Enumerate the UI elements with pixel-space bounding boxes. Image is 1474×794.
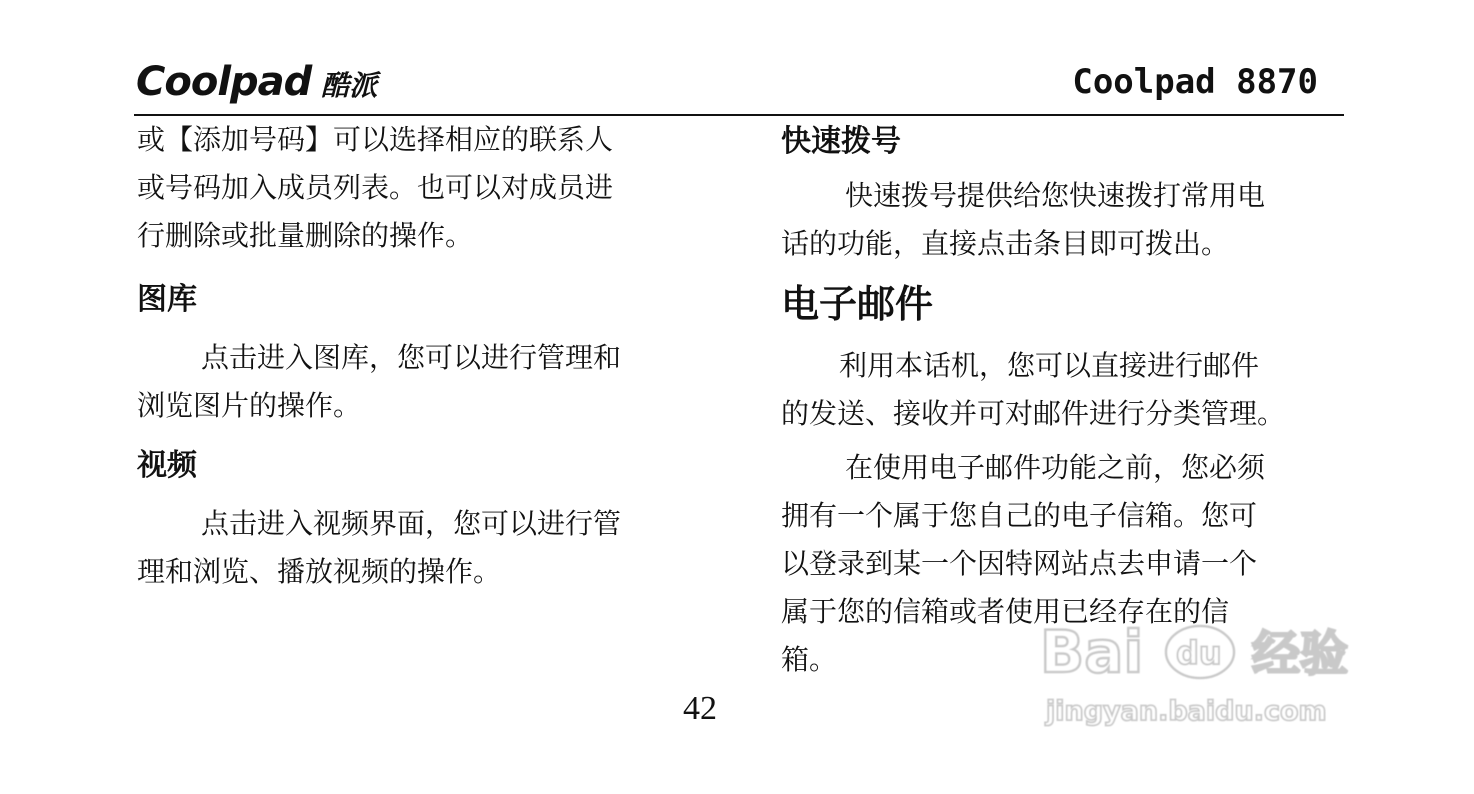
email-p2-line-1: 在使用电子邮件功能之前，您必须 bbox=[845, 451, 1266, 484]
speed-dial-line-1: 快速拨号提供给您快速拨打常用电 bbox=[845, 179, 1266, 212]
email-p2-line-2: 拥有一个属于您自己的电子信箱。您可 bbox=[781, 499, 1258, 532]
speed-dial-heading: 快速拨号 bbox=[781, 124, 901, 159]
baidu-jingyan-watermark bbox=[1040, 612, 1390, 732]
logo-wordmark: Coolpad bbox=[136, 59, 312, 105]
gallery-line-1: 点击进入图库，您可以进行管理和 bbox=[201, 341, 622, 374]
right-column bbox=[781, 116, 1349, 684]
email-p1-line-2: 的发送、接收并可对邮件进行分类管理。 bbox=[781, 397, 1286, 430]
intro-line-2: 或号码加入成员列表。也可以对成员进 bbox=[137, 171, 614, 204]
gallery-heading: 图库 bbox=[137, 282, 197, 317]
coolpad-logo bbox=[136, 50, 378, 105]
left-column bbox=[137, 116, 697, 596]
email-heading: 电子邮件 bbox=[781, 282, 934, 326]
gallery-line-2: 浏览图片的操作。 bbox=[137, 389, 362, 422]
email-p2-line-3: 以登录到某一个因特网站点去申请一个 bbox=[781, 547, 1258, 580]
speed-dial-line-2: 话的功能，直接点击条目即可拨出。 bbox=[781, 227, 1230, 260]
intro-line-3: 行删除或批量删除的操作。 bbox=[137, 219, 474, 252]
email-p2-line-4: 属于您的信箱或者使用已经存在的信 bbox=[781, 595, 1230, 628]
watermark-brand-du: du bbox=[1176, 634, 1222, 672]
logo-cjk-wordmark: 酷派 bbox=[321, 69, 378, 103]
watermark-url: jingyan.baidu.com bbox=[1046, 696, 1327, 727]
watermark-brand: Bai bbox=[1040, 618, 1144, 686]
video-heading: 视频 bbox=[137, 448, 197, 483]
watermark-cjk: 经验 bbox=[1252, 626, 1349, 682]
video-line-1: 点击进入视频界面，您可以进行管 bbox=[201, 507, 622, 540]
page-number: 42 bbox=[683, 690, 717, 727]
model-name: Coolpad 8870 bbox=[1072, 62, 1318, 102]
email-p2-line-5: 箱。 bbox=[781, 643, 838, 676]
email-p1-line-1: 利用本话机，您可以直接进行邮件 bbox=[839, 349, 1260, 382]
video-line-2: 理和浏览、播放视频的操作。 bbox=[137, 555, 502, 588]
intro-line-1: 或【添加号码】可以选择相应的联系人 bbox=[137, 123, 614, 156]
